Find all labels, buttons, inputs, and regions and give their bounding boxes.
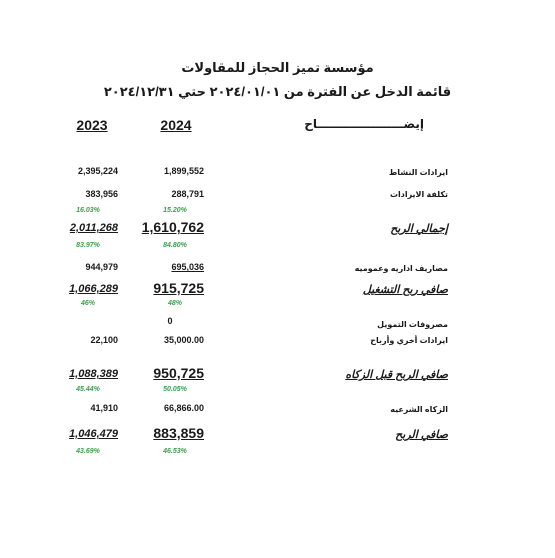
row-label-revenue: ايرادات النشاط [388,168,448,177]
gross-pct-2023: 83.97% [76,242,100,249]
other-income-2024: 35,000.00 [163,335,204,345]
gross-profit-2023: 2,011,268 [69,222,118,234]
operating-profit-2023: 1,066,289 [69,283,118,295]
row-label-zakat: الزكاه الشرعيه [390,405,448,414]
cost-2023: 383,956 [85,189,118,199]
operating-pct-2024: 48% [167,300,182,307]
profit-before-zakat-2023: 1,088,389 [69,368,118,380]
company-name: مؤسسة تميز الحجاز للمقاولات [181,60,374,75]
cost-pct-2023: 16.03% [76,207,100,214]
zakat-2023: 41,910 [90,403,118,413]
row-label-profit-before-zakat: صافي الربح قبل الزكاه [345,369,448,381]
statement-title: قائمة الدخل عن الفترة من ٢٠٢٤/٠١/٠١ حتي ٢٠٢٤/١٢/٣١ [103,84,452,99]
cost-2024: 288,791 [171,189,204,199]
net-pct-2023: 43.69% [76,448,100,455]
pre-zakat-pct-2023: 45.44% [76,386,100,393]
admin-expenses-2024: 695,036 [171,262,204,272]
year-2023-header: 2023 [76,117,108,133]
row-label-admin-expenses: مصاريف اداريه وعموميه [354,264,448,273]
gross-profit-2024: 1,610,762 [141,219,204,235]
cost-pct-2024: 15.20% [163,207,187,214]
net-pct-2024: 46.53% [163,448,187,455]
row-label-operating-profit: صافي ربح التشغيل [362,284,448,296]
operating-profit-2024: 915,725 [153,280,204,296]
finance-costs-2024: 0 [167,316,173,326]
year-2024-header: 2024 [160,117,192,133]
revenue-2024: 1,899,552 [163,166,204,176]
profit-before-zakat-2024: 950,725 [153,365,204,381]
gross-pct-2024: 84.80% [163,242,187,249]
net-profit-2024: 883,859 [153,425,204,441]
row-label-finance-costs: مصروفات التمويل [377,320,448,329]
row-label-net-profit: صافي الربح [395,429,448,441]
row-label-gross-profit: إجمالي الربح [390,223,448,235]
revenue-2023: 2,395,224 [77,166,118,176]
admin-expenses-2023: 944,979 [85,262,118,272]
pre-zakat-pct-2024: 50.05% [163,386,187,393]
zakat-2024: 66,866.00 [163,403,204,413]
row-label-cost: تكلفة الايرادات [389,190,448,199]
description-header: إيضـــــــــــــــــــــاح [304,117,424,131]
net-profit-2023: 1,046,479 [69,428,118,440]
row-label-other-income: ايرادات أخري وأرباح [370,336,448,345]
other-income-2023: 22,100 [90,335,118,345]
operating-pct-2023: 46% [80,300,95,307]
